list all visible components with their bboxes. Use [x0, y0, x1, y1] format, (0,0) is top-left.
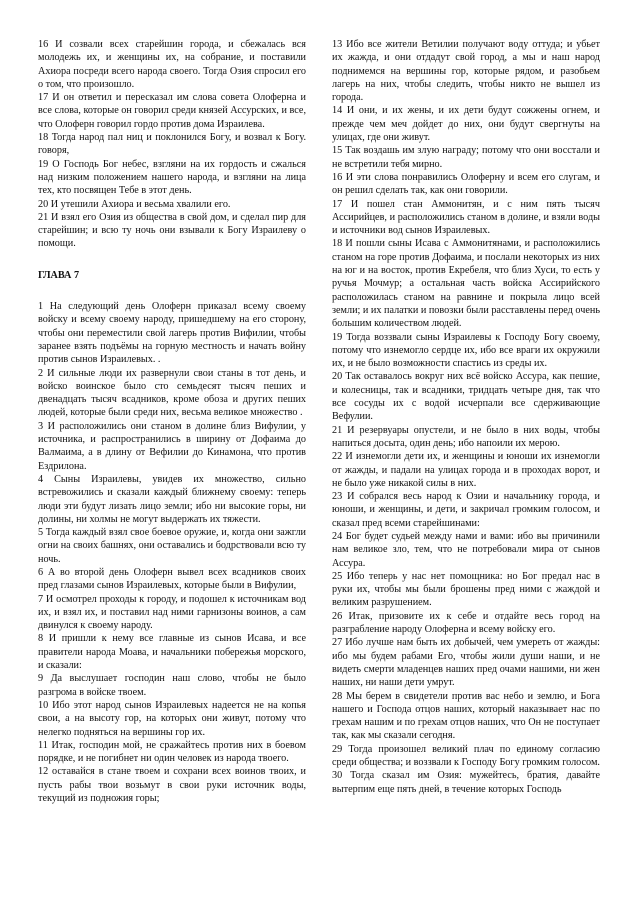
left-column — [38, 38, 306, 805]
verse-14: 14 И они, и их жены, и их дети будут сожжены огнем, и прежде чем меч дойдет до них, они будут свергнуты на улицах, где они живут. — [332, 105, 600, 144]
verse-28: 28 Мы берем в свидетели против вас небо и землю, и Бога нашего и Господа отцов наших, который наказывает нас по грехам нашим и по грехам отцов наших, что Он не поступает так, как мы сказали сегодня. — [332, 690, 600, 742]
verse-23: 23 И собрался весь народ к Озии и начальнику города, и юноши, и женщины, и дети, и закричал громким голосом, и сказал пред всеми старейшинами: — [332, 491, 600, 529]
right-column — [332, 38, 600, 796]
verse-3: 3 И расположились они станом в долине близ Вифулии, у источника, и распространились в ширину от Дофаима до Валмаима, а в длину от Вефилии до Кинамона, что против Ездрилона. — [38, 420, 306, 472]
verse-4: 4 Сыны Израилевы, увидев их множество, сильно встревожились и сказали каждый ближнему своему: теперь люди эти будут лизать лицо земли; ибо ни высокие горы, ни долины, ни холмы не могут выдержать их тяжести. — [38, 473, 306, 525]
verse-5: 5 Тогда каждый взял свое боевое оружие, и, когда они зажгли огни на своих башнях, они оставались и бодрствовали всю ту ночь. — [38, 527, 306, 565]
verse-6: 6 А во второй день Олоферн вывел всех всадников своих пред глазами сынов Израилевых, которые были в Вифулии, — [38, 566, 306, 592]
verse-15: 15 Так воздашь им злую награду; потому что они восстали и не встретили тебя мирно. — [332, 145, 600, 170]
verse-20: 20 Так оставалось вокруг них всё войско Ассура, как пешие, и колесницы, так и всадники, тридцать четыре дня, так что все сосуды их с водой исчерпали все сдерживающие Вефулии. — [332, 371, 600, 423]
verse-8: 8 И пришли к нему все главные из сынов Исава, и все правители народа Моава, и начальники побережья морского, и сказали: — [38, 633, 306, 672]
verse-17: 17 И пошел стан Аммонитян, и с ним пять тысяч Ассирийцев, и расположились станом в долине, и взяли воды и источники вод сынов Израилевых. — [332, 198, 600, 237]
verse-27: 27 Ибо лучше нам быть их добычей, чем умереть от жажды: ибо мы будем рабами Его, чтобы жили души наши, и не видеть смерти младенцев наших пред очами нашими, ни жен наших, ни наши дети умрут. — [332, 637, 600, 689]
verse-18-left: 18 Тогда народ пал ниц и поклонился Богу, и возвал к Богу. говоря, — [38, 132, 306, 157]
verse-19-left: 19 О Господь Бог небес, взгляни на их гордость и сжалься над низким положением нашего народа, и взгляни на лица тех, кто посвящен Тебе в этот день. — [38, 158, 306, 197]
verse-1: 1 На следующий день Олоферн приказал всему своему войску и всему своему народу, пришедшему на его сторону, чтобы они переместили свой лагерь против Вифилии, чтобы заранее взять подъёмы на горную местность и начать войну против сынов Израилевых. . — [38, 301, 306, 366]
verse-17-left: 17 И он ответил и пересказал им слова совета Олоферна и все слова, которые он говорил среди князей Ассурских, и все, что Олоферн говорил гордо против дома Израилева. — [38, 92, 306, 130]
verse-16: 16 И эти слова понравились Олоферну и всем его слугам, и он решил сделать так, как они говорили. — [332, 171, 600, 197]
verse-29: 29 Тогда произошел великий плач по единому согласию среди общества; и воззвали к Господу Богу громким голосом. — [332, 743, 600, 769]
verse-7: 7 И осмотрел проходы к городу, и подошел к источникам вод их, и взял их, и поставил над ними гарнизоны воинов, а сам двинулся к своему народу. — [38, 593, 306, 632]
verse-24: 24 Бог будет судьей между нами и вами: ибо вы причинили нам великое зло, тем, что не потребовали мира от сынов Ассура. — [332, 530, 600, 569]
verse-30: 30 Тогда сказал им Озия: мужейтесь, братия, давайте вытерпим еще пять дней, в течение которых Господь — [332, 770, 600, 795]
verse-21-left: 21 И взял его Озия из общества в свой дом, и сделал пир для старейшин; и всю ту ночь они взывали к Богу Израилеву о помощи. — [38, 211, 306, 250]
verse-19: 19 Тогда воззвали сыны Израилевы к Господу Богу своему, потому что изнемогло сердце их, ибо все враги их окружили их, и не было возможности спастись из среды их. — [332, 331, 600, 370]
verse-25: 25 Ибо теперь у нас нет помощника: но Бог предал нас в руки их, чтобы мы были брошены пред ними с жаждой и великим разрушением. — [332, 570, 600, 609]
verse-22: 22 И изнемогли дети их, и женщины и юноши их изнемогли от жажды, и падали на улицах города и в проходах ворот, и не было уже никакой силы в них. — [332, 451, 600, 489]
verse-9: 9 Да выслушает господин наш слово, чтобы не было разгрома в войске твоем. — [38, 673, 306, 698]
verse-2: 2 И сильные люди их развернули свои станы в тот день, и войско воинское было сто семьдесят тысяч пеших и двенадцать тысяч всадников, кроме обоза и других пеших людей, которые были среди них, весьма великое множество . — [38, 367, 306, 419]
verse-12: 12 оставайся в стане твоем и сохрани всех воинов твоих, и пусть рабы твои возьмут в свои руки источник воды, текущий из подножия горы; — [38, 766, 306, 805]
verse-21: 21 И резервуары опустели, и не было в них воды, чтобы напиться досыта, один день; ибо напоили их мерою. — [332, 424, 600, 449]
verse-26: 26 Итак, призовите их к себе и отдайте весь город на разграбление народу Олоферна и всему войску его. — [332, 610, 600, 636]
verse-20-left: 20 И утешили Ахиора и весьма хвалили его. — [38, 198, 231, 210]
verse-10: 10 Ибо этот народ сынов Израилевых надеется не на копья свои, а на высоту гор, на которых они живут, потому что нелегко подняться на вершины гор их. — [38, 699, 306, 738]
verse-16-left: 16 И созвали всех старейшин города, и сбежалась вся молодежь их, и женщины их, на собрание, и поставили Ахиора посреди всего народа своего. Тогда Озия спросил его о том, что произошло. — [38, 39, 306, 90]
verse-11: 11 Итак, господин мой, не сражайтесь против них в боевом порядке, и не погибнет ни один человек из народа твоего. — [38, 739, 306, 765]
chapter-heading: ГЛАВА 7 — [38, 269, 80, 281]
verse-13: 13 Ибо все жители Ветилии получают воду оттуда; и убьет их жажда, и они отдадут свой город, а мы и наш народ поднимемся на вершины гор, которые рядом, и разобьем лагерь на них, чтобы следить, чтобы никто не вышел из города. — [332, 39, 600, 104]
verse-18: 18 И пошли сыны Исава с Аммонитянами, и расположились станом на горе против Дофаима, и послали некоторых из них на юг и на восток, против Екребеля, что близ Хуси, то есть у ручья Мочмур; а остальная часть войска Ассирийского расположилась станом на равнине и покрыла лицо всей земли; и их палатки и повозки были расставлены перед очень большим количеством людей. — [332, 238, 600, 330]
